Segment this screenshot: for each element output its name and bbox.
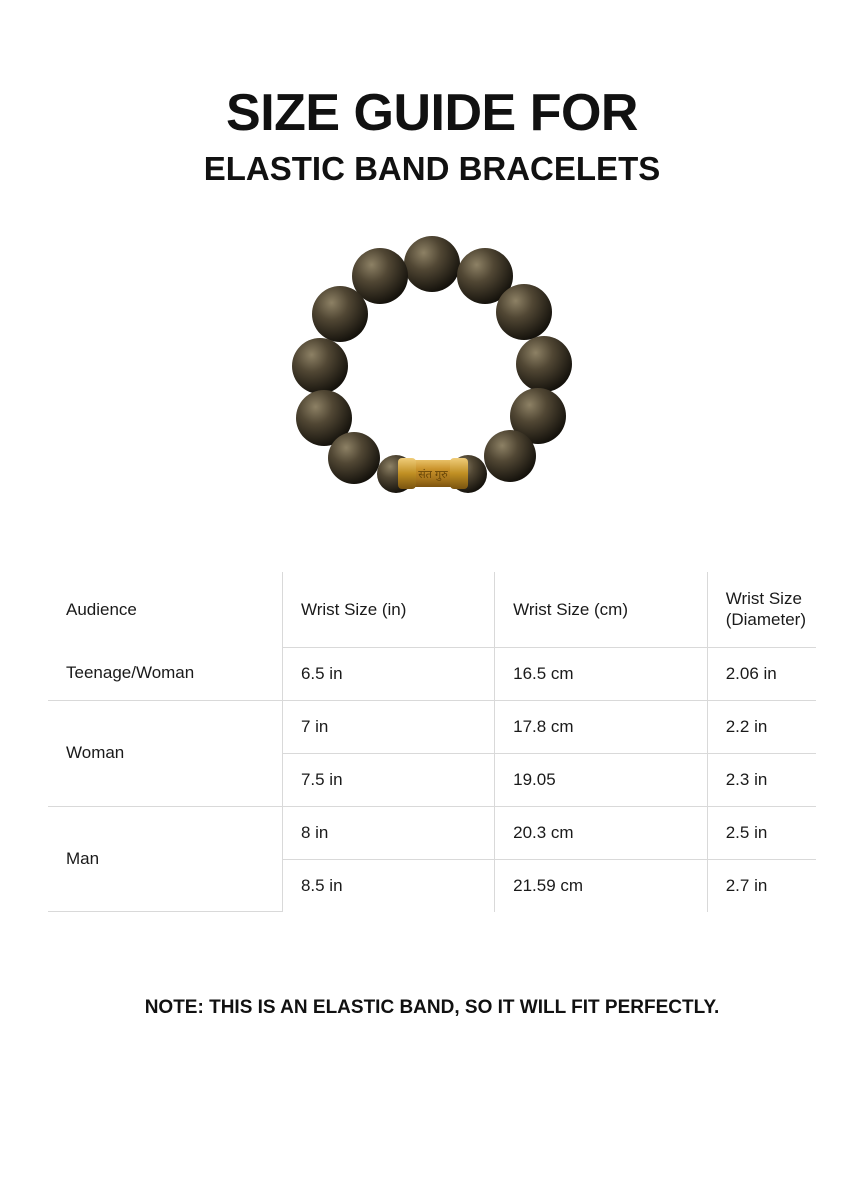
- table-row: [48, 806, 816, 859]
- cell-wrist-in: 6.5 in: [282, 647, 494, 700]
- size-table-container: [48, 572, 816, 912]
- table-header-row: [48, 572, 816, 647]
- page-title: SIZE GUIDE FOR: [226, 84, 638, 142]
- cell-wrist-diameter: 2.7 in: [725, 875, 768, 895]
- bracelet-beads: [292, 236, 572, 493]
- header-wrist-diameter: Wrist Size (Diameter): [707, 572, 816, 647]
- cell-wrist-diameter: 2.06 in: [707, 647, 816, 700]
- cell-wrist-diameter: 2.2 in: [707, 700, 816, 753]
- cell-wrist-cm: 19.05: [495, 753, 708, 806]
- cell-audience: Teenage/Woman: [48, 647, 282, 700]
- product-image-area: [0, 224, 864, 554]
- cell-wrist-cm: 20.3 cm: [495, 806, 708, 859]
- note-text: NOTE: THIS IS AN ELASTIC BAND, SO IT WILL FIT PERFECTLY.: [144, 997, 720, 1019]
- cell-wrist-in: 7.5 in: [282, 753, 494, 806]
- cell-wrist-in: 8.5 in: [282, 859, 494, 912]
- page-heading: [0, 0, 864, 188]
- cell-wrist-cm: 17.8 cm: [495, 700, 708, 753]
- clasp-engraved-text: संत गुरु: [418, 469, 448, 482]
- header-audience: Audience: [48, 572, 282, 647]
- size-table-head: [48, 572, 816, 647]
- beaded-bracelet-image: [272, 224, 592, 524]
- cell-wrist-cm: 21.59 cm: [495, 859, 708, 912]
- cell-wrist-cm: 16.5 cm: [495, 647, 708, 700]
- header-wrist-cm: Wrist Size (cm): [495, 572, 708, 647]
- cell-wrist-in: 7 in: [282, 700, 494, 753]
- bracelet-clasp: [398, 458, 468, 489]
- header-wrist-in: Wrist Size (in): [282, 572, 494, 647]
- page-subtitle: ELASTIC BAND BRACELETS: [203, 149, 661, 187]
- size-table: [48, 572, 816, 912]
- size-table-body: [48, 647, 816, 912]
- cell-audience: Woman: [48, 700, 282, 806]
- table-row: [48, 647, 816, 700]
- cell-wrist-diameter: 2.5 in: [707, 806, 816, 859]
- cell-audience: Man: [48, 806, 282, 912]
- table-row: [48, 700, 816, 753]
- cell-wrist-in: 8 in: [282, 806, 494, 859]
- cell-wrist-diameter: 2.3 in: [707, 753, 816, 806]
